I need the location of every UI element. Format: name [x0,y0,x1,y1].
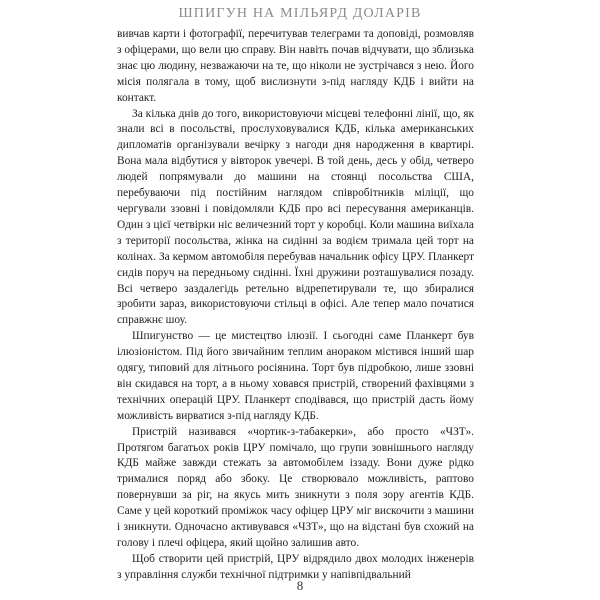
paragraph-engineers: Щоб створити цей пристрій, ЦРУ відрядило двох молодих інженерів з управління служби технічної підтримки у напівпідвальний [117,552,474,581]
page-number: 8 [296,578,304,593]
running-header-title: ШПИГУН НА МІЛЬЯРД ДОЛАРІВ [178,6,422,21]
paragraph-birthday-party: За кілька днів до того, використовуючи місцеві телефонні лінії, що, як знали всі в посольстві, прослуховувалися КДБ, кілька американських дипломатів організували вечірку з нагоди дня народження в квартирі. Вона мала відбутися у вівторок увечері. В той день, десь у обід, четверо людей попрямували до машини на стоянці посольства США, перебуваючи під постійним наглядом співробітників міліції, що чергували ззовні і повідомляли КДБ про всі пересування американців. Один з цієї четвірки ніс величезний торт у коробці. Коли машина виїхала з території посольства, жінка на сидінні за водієм тримала цей торт на колінах. За кермом автомобіля перебував начальник офісу ЦРУ. Планкерт сидів поруч на передньому сидінні. Їхні дружини розташувалися позаду. Всі четверо заздалегідь ретельно відрепетирували те, що збиралися зробити зараз, використовуючи стільці в офісі. Але тепер мало початися справжнє шоу. [117,107,474,327]
paragraph-espionage-illusion: Шпигунство — це мистецтво ілюзії. І сьогодні саме Планкерт був ілюзіоністом. Під його звичайним теплим анораком містився інший шар одягу, типовий для літнього росіянина. Торт був підробкою, лише ззовні він скидався на торт, а в ньому ховався пристрій, створений фахівцями з технічних операцій ЦРУ. Планкерт сподівався, що пристрій дасть йому можливість вирватися з-під нагляду КДБ. [117,330,474,422]
body-text [117,27,474,584]
paragraph-jack-in-the-box: Пристрій називався «чортик-з-табакерки», або просто «ЧЗТ». Протягом багатьох років ЦРУ помічало, що групи зовнішнього нагляду КДБ майже завжди стежать за автомобілем іззаду. Вони дуже рідко трималися поряд або збоку. Це створювало можливість, раптово повернувши за ріг, на якусь мить зникнути з поля зору агентів КДБ. Саме у цей короткий проміжок часу офіцер ЦРУ міг вискочити з машини і зникнути. Одночасно активувався «ЧЗТ», що на відстані був схожий на голову і плечі офіцера, який щойно залишив авто. [117,425,474,549]
paragraph-continuation: вивчав карти і фотографії, перечитував телеграми та доповіді, розмовляв з офіцерами, що вели цю справу. Він навіть почав відчувати, що зблизька знає цю людину, незважаючи на те, що ніколи не зустрічався з нею. Його місія полягала в тому, щоб вислизнути з-під нагляду КДБ і вийти на контакт. [117,28,474,104]
